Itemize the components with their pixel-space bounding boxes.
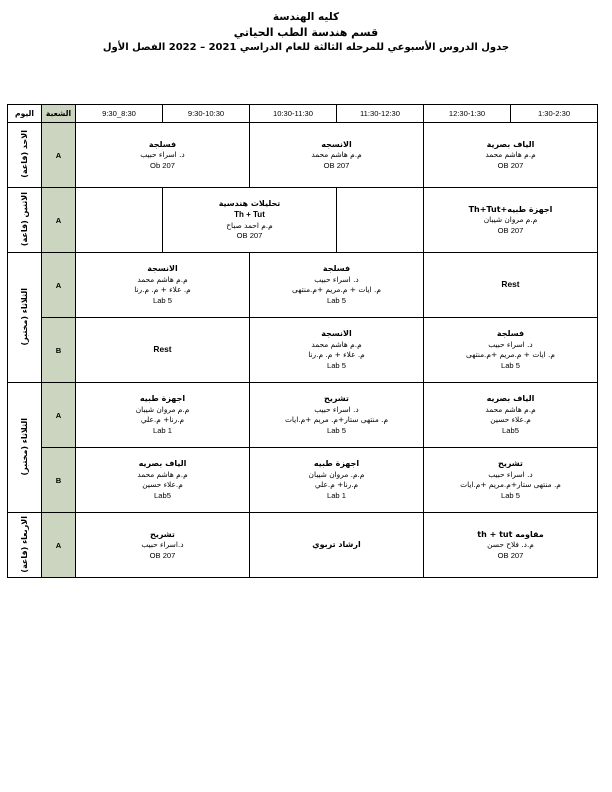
time-header-cell: 10:30-11:30 [250, 105, 337, 123]
day-cell [8, 123, 42, 188]
header-line-college: كليه الهندسة [272, 11, 340, 23]
instructor-name: د. اسراء حبيب [314, 404, 359, 414]
course-title: الانسجه [321, 139, 352, 149]
day-label: الاحد (قاعة) [19, 130, 29, 178]
schedule-row [8, 513, 598, 578]
empty-cell [76, 188, 163, 253]
class-cell [250, 513, 424, 578]
assistant-names: م.علاء حسين [142, 480, 183, 490]
course-title: مقاومه th + tut [477, 529, 544, 539]
assistant-names: م. ايات + م.مريم +م.منتهى [466, 350, 555, 360]
course-title: تشريح [150, 529, 175, 539]
time-header-cell: 8:30_9:30 [76, 105, 163, 123]
class-cell [250, 448, 424, 513]
room-label: Ob 207 [150, 160, 175, 170]
instructor-name: د. اسراء حبيب [488, 469, 533, 479]
class-cell [76, 383, 250, 448]
day-label: الاربعاء (قاعة) [19, 515, 29, 573]
room-label: Lab 1 [326, 490, 346, 500]
section-cell: A [42, 383, 76, 448]
day-label: الثلاثاء (مختبر) [19, 287, 29, 346]
header-line-title: جدول الدروس الأسبوعي للمرحله الثالثة للعام الدراسي 2021 – 2022 الفصل الأول [102, 42, 510, 54]
course-title: الياف بصريه [486, 394, 535, 404]
assistant-names: م.علاء حسين [490, 415, 531, 425]
class-cell [424, 513, 598, 578]
room-label: Lab 5 [326, 360, 346, 370]
room-label: OB 207 [497, 160, 524, 170]
instructor-name: م.م هاشم محمد [311, 150, 362, 160]
assistant-names: م. منتهى ستار+م. مريم +م.ايات [284, 415, 389, 425]
schedule-header-row [8, 105, 598, 123]
class-cell [76, 513, 250, 578]
document-header [0, 0, 612, 56]
class-cell [424, 123, 598, 188]
assistant-names: م. منتهى ستار+م.مريم +م.ايات [460, 480, 561, 490]
schedule-row [8, 253, 598, 318]
rest-label: Rest [501, 279, 520, 290]
empty-cell [337, 188, 424, 253]
day-cell [8, 188, 42, 253]
room-label: Lab 5 [326, 295, 346, 305]
instructor-name: م.م هاشم محمد [311, 339, 362, 349]
room-label: Lab 5 [326, 425, 346, 435]
assistant-names: م. علاء + م. م.رنا [308, 350, 365, 360]
section-cell: A [42, 188, 76, 253]
course-title: الانسجة [147, 264, 178, 274]
instructor-name: م.م مروان شيبان [135, 404, 190, 414]
class-cell [250, 123, 424, 188]
course-title: الياف بصرية [486, 139, 535, 149]
class-cell [76, 123, 250, 188]
class-cell [76, 448, 250, 513]
day-header-cell: اليوم [8, 105, 42, 123]
room-label: Lab 1 [152, 425, 172, 435]
class-cell [250, 318, 424, 383]
course-title: ارشاد تربوي [312, 540, 361, 550]
class-cell [250, 253, 424, 318]
instructor-name: م.م هاشم محمد [485, 404, 536, 414]
time-header-cell: 12:30-1:30 [424, 105, 511, 123]
rest-label: Rest [153, 344, 172, 355]
room-label: Lab 5 [500, 490, 520, 500]
day-cell [8, 513, 42, 578]
room-label: OB 207 [497, 550, 524, 560]
instructor-name: م.م هاشم محمد [485, 150, 536, 160]
class-cell [424, 318, 598, 383]
day-label: الثلاثاء (مختبر) [19, 417, 29, 476]
instructor-name: م.م احمد صباح [226, 220, 273, 230]
day-cell [8, 253, 42, 383]
course-title: الياف بصريه [138, 459, 187, 469]
room-label: OB 207 [323, 160, 350, 170]
room-label: Lab5 [502, 425, 519, 435]
section-cell: A [42, 123, 76, 188]
course-subtitle: Th + Tut [234, 210, 265, 220]
course-title: فسلجة [148, 139, 177, 149]
room-label: Lab 5 [152, 295, 172, 305]
schedule-row [8, 318, 598, 383]
instructor-name: د. اسراء حبيب [488, 339, 533, 349]
section-cell: A [42, 253, 76, 318]
section-cell: B [42, 448, 76, 513]
section-cell: B [42, 318, 76, 383]
section-header-cell: الشعبة [42, 105, 76, 123]
header-line-department: قسم هندسة الطب الحياتي [233, 26, 379, 40]
assistant-names: م.رنا+ م.علي [140, 415, 185, 425]
instructor-name: م.م مروان شيبان [483, 215, 538, 225]
schedule-table [7, 104, 598, 578]
room-label: Lab5 [154, 490, 171, 500]
course-title: الانسجة [321, 329, 352, 339]
time-header-cell: 11:30-12:30 [337, 105, 424, 123]
schedule-row [8, 383, 598, 448]
instructor-name: م.م. مروان شيبان [308, 469, 365, 479]
assistant-names: م.رنا+ م.علي [314, 480, 359, 490]
assistant-names: م. علاء + م. م.رنا [134, 285, 191, 295]
room-label: OB 207 [497, 225, 524, 235]
course-title: اجهزة طبيه+Th+Tut [468, 204, 553, 214]
day-cell [8, 383, 42, 513]
section-cell: A [42, 513, 76, 578]
class-cell [250, 383, 424, 448]
instructor-name: م.م هاشم محمد [137, 274, 188, 284]
instructor-name: د. اسراء حبيب [314, 274, 359, 284]
course-title: فسلجة [322, 264, 351, 274]
class-cell [424, 383, 598, 448]
class-cell [76, 253, 250, 318]
schedule-row [8, 448, 598, 513]
course-title: تشريح [498, 459, 523, 469]
instructor-name: م.م هاشم محمد [137, 469, 188, 479]
schedule-row [8, 188, 598, 253]
course-title: تشريح [324, 394, 349, 404]
instructor-name: د.اسراء حبيب [141, 540, 184, 550]
course-title: فسلجة [496, 329, 525, 339]
instructor-name: م.د. فلاح حسن [487, 540, 534, 550]
time-header-cell: 1:30-2:30 [511, 105, 598, 123]
schedule-table-wrapper [14, 104, 598, 578]
course-title: اجهزة طبيه [313, 459, 360, 469]
course-title: اجهزة طبيه [139, 394, 186, 404]
class-cell [76, 318, 250, 383]
assistant-names: م. ايات + م.مريم +م.منتهى [292, 285, 381, 295]
schedule-row [8, 123, 598, 188]
room-label: OB 207 [149, 550, 176, 560]
course-title: تحليلات هندسية [218, 198, 281, 208]
time-header-cell: 9:30-10:30 [163, 105, 250, 123]
room-label: Lab 5 [500, 360, 520, 370]
class-cell [424, 188, 598, 253]
room-label: OB 207 [236, 231, 263, 241]
class-cell [424, 253, 598, 318]
day-label: الاثنين (قاعة) [19, 191, 29, 247]
instructor-name: د. اسراء حبيب [140, 150, 185, 160]
class-cell [163, 188, 337, 253]
class-cell [424, 448, 598, 513]
